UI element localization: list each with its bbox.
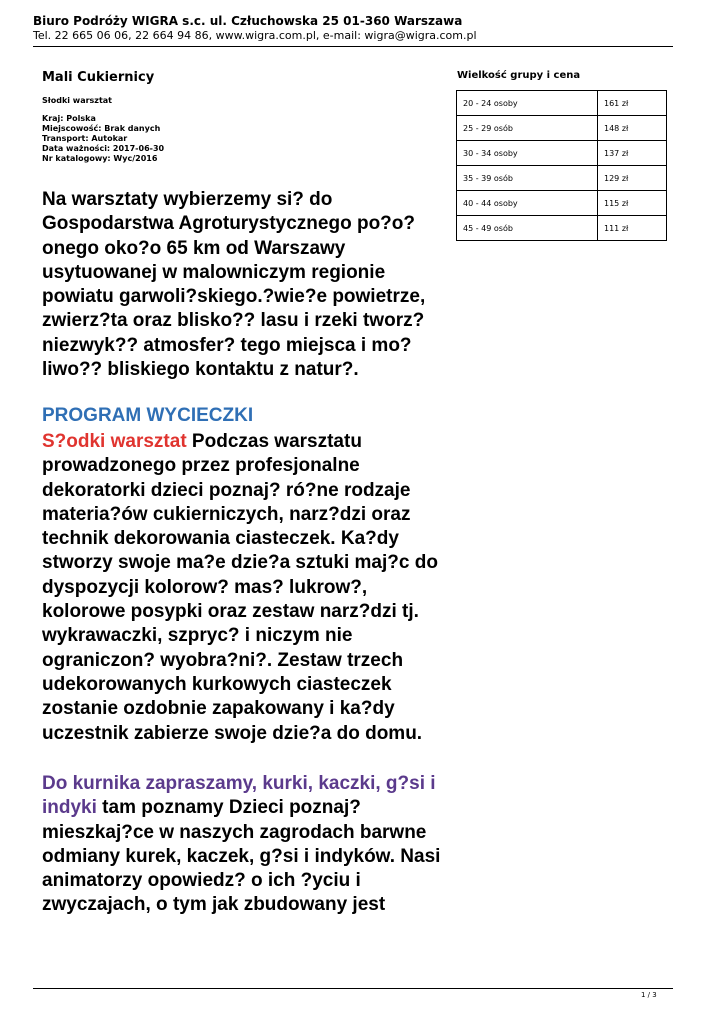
price-cell: 111 zł [598,216,667,241]
offer-meta [42,114,164,164]
program-heading: PROGRAM WYCIECZKI [42,405,254,426]
price-cell: 115 zł [598,191,667,216]
intro-paragraph: Na warsztaty wybierzemy si? do Gospodarstwa Agroturystycznego po?o?onego oko?o 65 km od Warszawy usytuowanej w malowniczym regionie powiatu garwoli?skiego.?wie?e powietrze, zwierz?ta oraz blisko?? lasu i rzeki tworz? niezwyk?? atmosfer? tego miejsca i mo?liwo?? bliskiego kontaktu z natur?. [42,189,426,381]
price-cell: 129 zł [598,166,667,191]
group-size-cell: 30 - 34 osoby [457,141,598,166]
header-divider [33,46,673,47]
group-size-cell: 35 - 39 osób [457,166,598,191]
meta-catalog-number: Nr katalogowy: Wyc/2016 [42,154,158,163]
price-cell: 148 zł [598,116,667,141]
offer-title: Mali Cukiernicy [42,70,155,85]
table-row [457,141,667,166]
company-info: Biuro Podróży WIGRA s.c. ul. Człuchowska 25 01-360 Warszawa [33,14,463,28]
contact-info: Tel. 22 665 06 06, 22 664 94 86, www.wigra.com.pl, e-mail: wigra@wigra.com.pl [33,29,477,42]
offer-subtitle: Słodki warsztat [42,96,112,105]
group-size-cell: 25 - 29 osób [457,116,598,141]
meta-valid-date: Data ważności: 2017-06-30 [42,144,165,153]
table-row [457,116,667,141]
group-size-cell: 40 - 44 osoby [457,191,598,216]
program-lead: S?odki warsztat [42,431,187,452]
price-table-title: Wielkość grupy i cena [457,70,581,81]
meta-location: Miejscowość: Brak danych [42,124,161,133]
table-row [457,191,667,216]
group-size-cell: 45 - 49 osób [457,216,598,241]
meta-country: Kraj: Polska [42,114,96,123]
price-table [456,90,667,241]
price-cell: 137 zł [598,141,667,166]
page-number: 1 / 3 [641,991,657,999]
kurnik-lead: Do kurnika zapraszamy, kurki, kaczki, g?si i indyki [42,773,436,819]
table-row [457,166,667,191]
table-row [457,216,667,241]
price-cell: 161 zł [598,91,667,116]
kurnik-text: tam poznamy Dzieci poznaj? mieszkaj?ce w naszych zagrodach barwne odmiany kurek, kaczek, g?si i indyków. Nasi animatorzy opowiedz? o ich ?yciu i zwyczajach, o tym jak zbudowany jest [42,797,441,916]
kurnik-paragraph [42,772,452,918]
meta-transport: Transport: Autokar [42,134,128,143]
table-row [457,91,667,116]
footer-divider [33,988,673,989]
program-text: Podczas warsztatu prowadzonego przez profesjonalne dekoratorki dzieci poznaj? ró?ne rodzaje materia?ów cukierniczych, narz?dzi oraz technik dekorowania ciasteczek. Ka?dy stworzy swoje ma?e dzie?a sztuki maj?c do dyspozycji kolorow? mas? lukrow?, kolorowe posypki oraz zestaw narz?dzi tj. wykrawaczki, szpryc? i niczym nie ograniczon? wyobra?ni?. Zestaw trzech udekorowanych kurkowych ciasteczek zostanie ozdobnie zapakowany i ka?dy uczestnik zabierze swoje dzie?a do domu. [42,431,438,744]
document-header [33,14,477,43]
group-size-cell: 20 - 24 osoby [457,91,598,116]
program-paragraph [42,430,452,746]
